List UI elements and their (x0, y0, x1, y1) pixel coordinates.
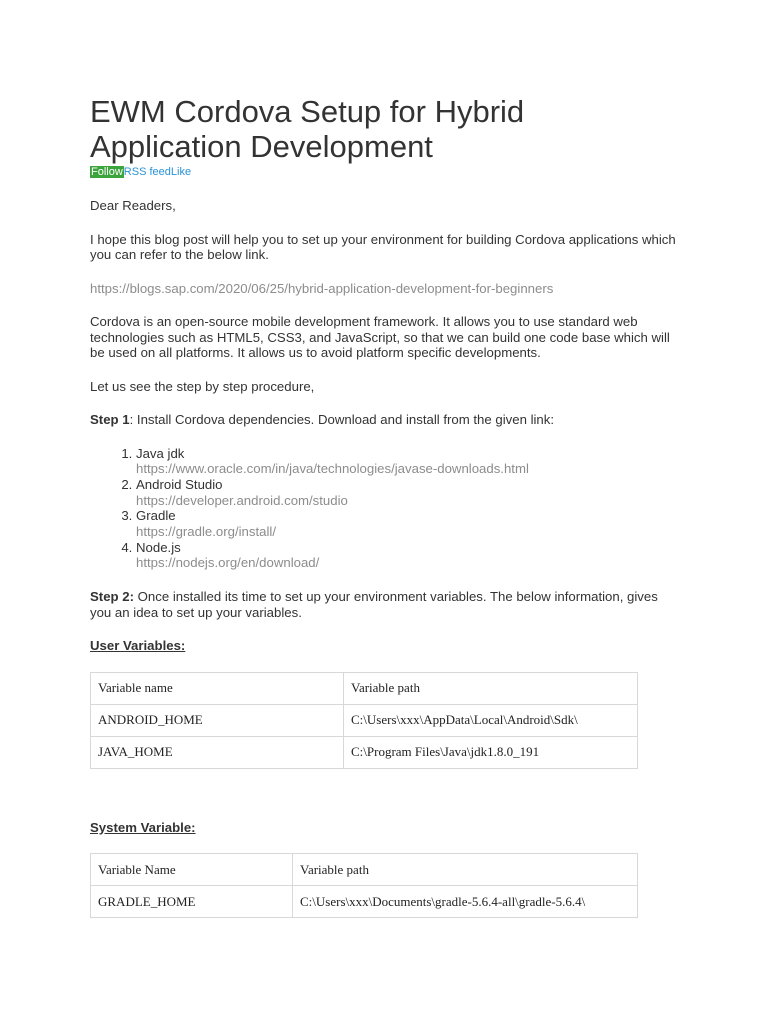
dependency-list (90, 446, 676, 572)
dependency-name: Java jdk (136, 445, 185, 461)
list-item (136, 446, 676, 477)
table-header-cell: Variable path (344, 672, 638, 704)
list-item (136, 508, 676, 539)
step-1 (90, 412, 676, 428)
user-variables-table (90, 672, 638, 769)
table-cell: C:\Users\xxx\AppData\Local\Android\Sdk\ (344, 704, 638, 736)
intro-paragraph: I hope this blog post will help you to set up your environment for building Cordova applications which you can refer to the below link. (90, 231, 676, 262)
user-variables-heading: User Variables: (90, 638, 186, 654)
cordova-description: Cordova is an open-source mobile development framework. It allows you to use standard web technologies such as HTML5, CSS3, and JavaScript, so that we can build one code base which will be used on all platforms. It allows us to avoid platform specific developments. (90, 314, 670, 360)
list-item (136, 477, 676, 508)
table-header-cell: Variable path (293, 854, 638, 886)
dependency-link[interactable]: https://developer.android.com/studio (136, 492, 348, 508)
dependency-name: Node.js (136, 539, 181, 555)
table-cell: C:\Users\xxx\Documents\gradle-5.6.4-all\gradle-5.6.4\ (293, 886, 638, 918)
step-2-text: Once installed its time to set up your environment variables. The below information, gives you an idea to set up your variables. (90, 589, 658, 620)
rss-feed-link[interactable]: RSS feed (123, 166, 171, 178)
step-2-label: Step 2: (90, 589, 134, 605)
table-header-cell: Variable Name (91, 854, 293, 886)
dependency-name: Android Studio (136, 476, 223, 492)
dependency-link[interactable]: https://www.oracle.com/in/java/technologies/javase-downloads.html (136, 461, 529, 477)
system-variable-table (90, 853, 638, 918)
step-intro: Let us see the step by step procedure, (90, 378, 315, 394)
list-item (136, 540, 676, 571)
table-header-cell: Variable name (91, 672, 344, 704)
like-button[interactable]: Like (170, 166, 192, 178)
table-row (91, 736, 638, 768)
table-cell: GRADLE_HOME (91, 886, 293, 918)
article-actions (90, 165, 676, 179)
dependency-link[interactable]: https://gradle.org/install/ (136, 524, 277, 540)
step-2 (90, 589, 676, 620)
table-cell: ANDROID_HOME (91, 704, 344, 736)
dependency-link[interactable]: https://nodejs.org/en/download/ (136, 555, 320, 571)
table-row (91, 886, 638, 918)
table-cell: C:\Program Files\Java\jdk1.8.0_191 (344, 736, 638, 768)
dependency-name: Gradle (136, 508, 176, 524)
reference-link[interactable]: https://blogs.sap.com/2020/06/25/hybrid-application-development-for-beginners (90, 280, 554, 296)
step-1-label: Step 1 (90, 412, 130, 427)
follow-button[interactable]: Follow (91, 166, 123, 178)
table-row (91, 704, 638, 736)
table-header-row (91, 854, 638, 886)
table-cell: JAVA_HOME (91, 736, 344, 768)
table-header-row (91, 672, 638, 704)
page-title: EWM Cordova Setup for Hybrid Application Development (90, 94, 525, 164)
greeting: Dear Readers, (90, 198, 176, 213)
system-variable-heading: System Variable: (90, 819, 196, 835)
step-1-text: : Install Cordova dependencies. Download and install from the given link: (129, 412, 555, 427)
